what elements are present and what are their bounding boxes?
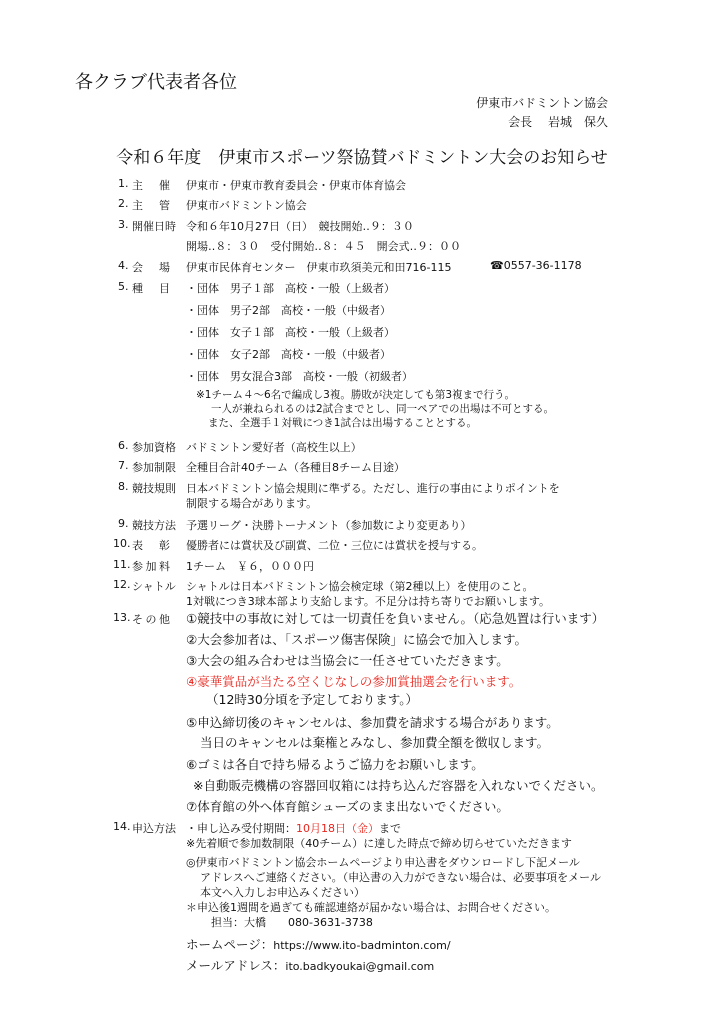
item-number: 5. bbox=[118, 280, 129, 293]
item-number: 13. bbox=[113, 611, 131, 624]
addressee: 各クラブ代表者各位 bbox=[75, 72, 237, 93]
other-note: 当日のキャンセルは棄権とみなし、参加費全額を徴収します。 bbox=[200, 735, 550, 750]
other-note: （12時30分頃を予定しております。） bbox=[206, 692, 419, 707]
event-item: ・団体 男子１部 高校・一般（上級者） bbox=[186, 282, 395, 295]
rules-value: 日本バドミントン協会規則に準ずる。ただし、進行の事由によりポイントを bbox=[186, 482, 560, 495]
item-number: 11. bbox=[113, 558, 131, 571]
fee-value: 1チーム ￥６，０００円 bbox=[186, 560, 314, 573]
other-note: ⑤申込締切後のキャンセルは、参加費を請求する場合があります。 bbox=[186, 715, 559, 730]
mail-line bbox=[186, 955, 434, 974]
item-label: 主 管 bbox=[132, 199, 170, 212]
date-value: 令和６年10月27日（日） 競技開始‥９：３０ bbox=[186, 220, 414, 233]
event-item: ・団体 男子2部 高校・一般（中級者） bbox=[186, 304, 391, 317]
apply-note: ＊申込後1週間を過ぎても確認連絡が届かない場合は、お問合せください。 bbox=[186, 901, 556, 914]
item-number: 12. bbox=[113, 578, 131, 591]
item-label: 開 催 日 時 bbox=[132, 220, 176, 233]
other-note: ※自動販売機構の容器回収箱には持ち込んだ容器を入れないでください。 bbox=[193, 778, 604, 793]
format-value: 予選リーグ・決勝トーナメント（参加数により変更あり） bbox=[186, 519, 472, 532]
page-title: 令和６年度 伊東市スポーツ祭協賛バドミントン大会のお知らせ bbox=[116, 148, 608, 168]
item-label: 参 加 制 限 bbox=[132, 461, 176, 474]
item-number: 1. bbox=[118, 177, 129, 190]
item-label: シャトル bbox=[132, 580, 176, 593]
item-number: 7. bbox=[118, 459, 129, 472]
event-note: また、全選手１対戦につき1試合は出場することとする。 bbox=[208, 417, 477, 429]
lottery-note: ④豪華賞品が当たる空くじなしの参加賞抽選会を行います。 bbox=[186, 674, 522, 689]
event-item: ・団体 女子2部 高校・一般（中級者） bbox=[186, 348, 391, 361]
item-label: 主 催 bbox=[132, 179, 170, 192]
shuttle-value: 1対戦につき3球本部より支給します。不足分は持ち寄りでお願いします。 bbox=[186, 595, 551, 608]
item-label: 申 込 方 法 bbox=[132, 822, 176, 835]
mail-link[interactable]: ito.badkyoukai@gmail.com bbox=[285, 960, 435, 973]
item-label: 競 技 規 則 bbox=[132, 482, 176, 495]
item-label: 競 技 方 法 bbox=[132, 519, 176, 532]
eligibility-value: バドミントン愛好者（高校生以上） bbox=[186, 441, 362, 454]
other-note: ⑦体育館の外へ体育館シューズのまま出ないでください。 bbox=[186, 799, 509, 814]
item-label: 会 場 bbox=[132, 261, 170, 274]
homepage-link[interactable]: https://www.ito-badminton.com/ bbox=[273, 939, 451, 952]
item-label: 種 目 bbox=[132, 282, 170, 295]
apply-note: ◎伊東市バドミントン協会ホームページより申込書をダウンロードし下記メール bbox=[186, 856, 580, 869]
event-note: 一人が兼ねられるのは2試合までとし、同一ペアでの出場は不可とする。 bbox=[211, 403, 554, 415]
contact-person: 担当：大橋 080-3631-3738 bbox=[211, 916, 373, 929]
event-note: ※1チーム４～6名で編成し3複。勝敗が決定しても第3複まで行う。 bbox=[196, 389, 516, 401]
shuttle-value: シャトルは日本バドミントン協会検定球（第2種以上）を使用のこと。 bbox=[186, 580, 534, 593]
item-number: 9. bbox=[118, 517, 129, 530]
mail-label: メールアドレス： bbox=[186, 958, 286, 973]
organizer-value: 伊東市・伊東市教育委員会・伊東市体育協会 bbox=[186, 179, 406, 192]
organization: 伊東市バドミントン協会 bbox=[476, 96, 608, 110]
item-number: 14. bbox=[113, 820, 131, 833]
item-label: 表 彰 bbox=[132, 539, 170, 552]
apply-note: 本文へ入力しお申込みください） bbox=[200, 886, 365, 899]
schedule-value: 開場‥８：３０ 受付開始‥８：４５ 開会式‥９：００ bbox=[186, 240, 462, 253]
item-number: 10. bbox=[113, 537, 131, 550]
venue-phone: ☎0557-36-1178 bbox=[490, 259, 582, 272]
venue-value: 伊東市民体育センター 伊東市玖須美元和田716-115 bbox=[186, 261, 452, 274]
president: 会長 岩城 保久 bbox=[508, 115, 608, 129]
other-note: ②大会参加者は、「スポーツ傷害保険」に協会で加入します。 bbox=[186, 632, 527, 647]
apply-note: ※先着順で参加数制限（40チーム）に達した時点で締め切らせていただきます bbox=[186, 837, 572, 850]
other-note: ③大会の組み合わせは当協会に一任させていただきます。 bbox=[186, 653, 509, 668]
event-item: ・団体 男女混合3部 高校・一般（初級者） bbox=[186, 370, 413, 383]
item-label: 参 加 料 bbox=[132, 560, 170, 573]
other-note: ①競技中の事故に対しては一切責任を負いません。（応急処置は行います） bbox=[186, 611, 605, 626]
item-number: 4. bbox=[118, 259, 129, 272]
deadline-line: ・申し込み受付期間：10月18日（金）まで bbox=[186, 822, 401, 835]
awards-value: 優勝者には賞状及び副賞、二位・三位には賞状を授与する。 bbox=[186, 539, 483, 552]
apply-note: アドレスへご連絡ください。（申込書の入力ができない場合は、必要事項をメール bbox=[200, 871, 601, 884]
limit-value: 全種目合計40チーム（各種目8チーム目途） bbox=[186, 461, 405, 474]
homepage-line bbox=[186, 934, 451, 953]
deadline-date: 10月18日（金） bbox=[296, 822, 379, 835]
item-number: 6. bbox=[118, 439, 129, 452]
event-item: ・団体 女子１部 高校・一般（上級者） bbox=[186, 326, 395, 339]
item-label: 参 加 資 格 bbox=[132, 441, 176, 454]
other-note: ⑥ゴミは各自で持ち帰るようご協力をお願いします。 bbox=[186, 757, 484, 772]
item-number: 3. bbox=[118, 218, 129, 231]
rules-value: 制限する場合があります。 bbox=[186, 497, 318, 510]
item-label: そ の 他 bbox=[132, 613, 170, 626]
item-number: 2. bbox=[118, 197, 129, 210]
manager-value: 伊東市バドミントン協会 bbox=[186, 199, 307, 212]
item-number: 8. bbox=[118, 480, 129, 493]
homepage-label: ホームページ： bbox=[186, 937, 274, 952]
